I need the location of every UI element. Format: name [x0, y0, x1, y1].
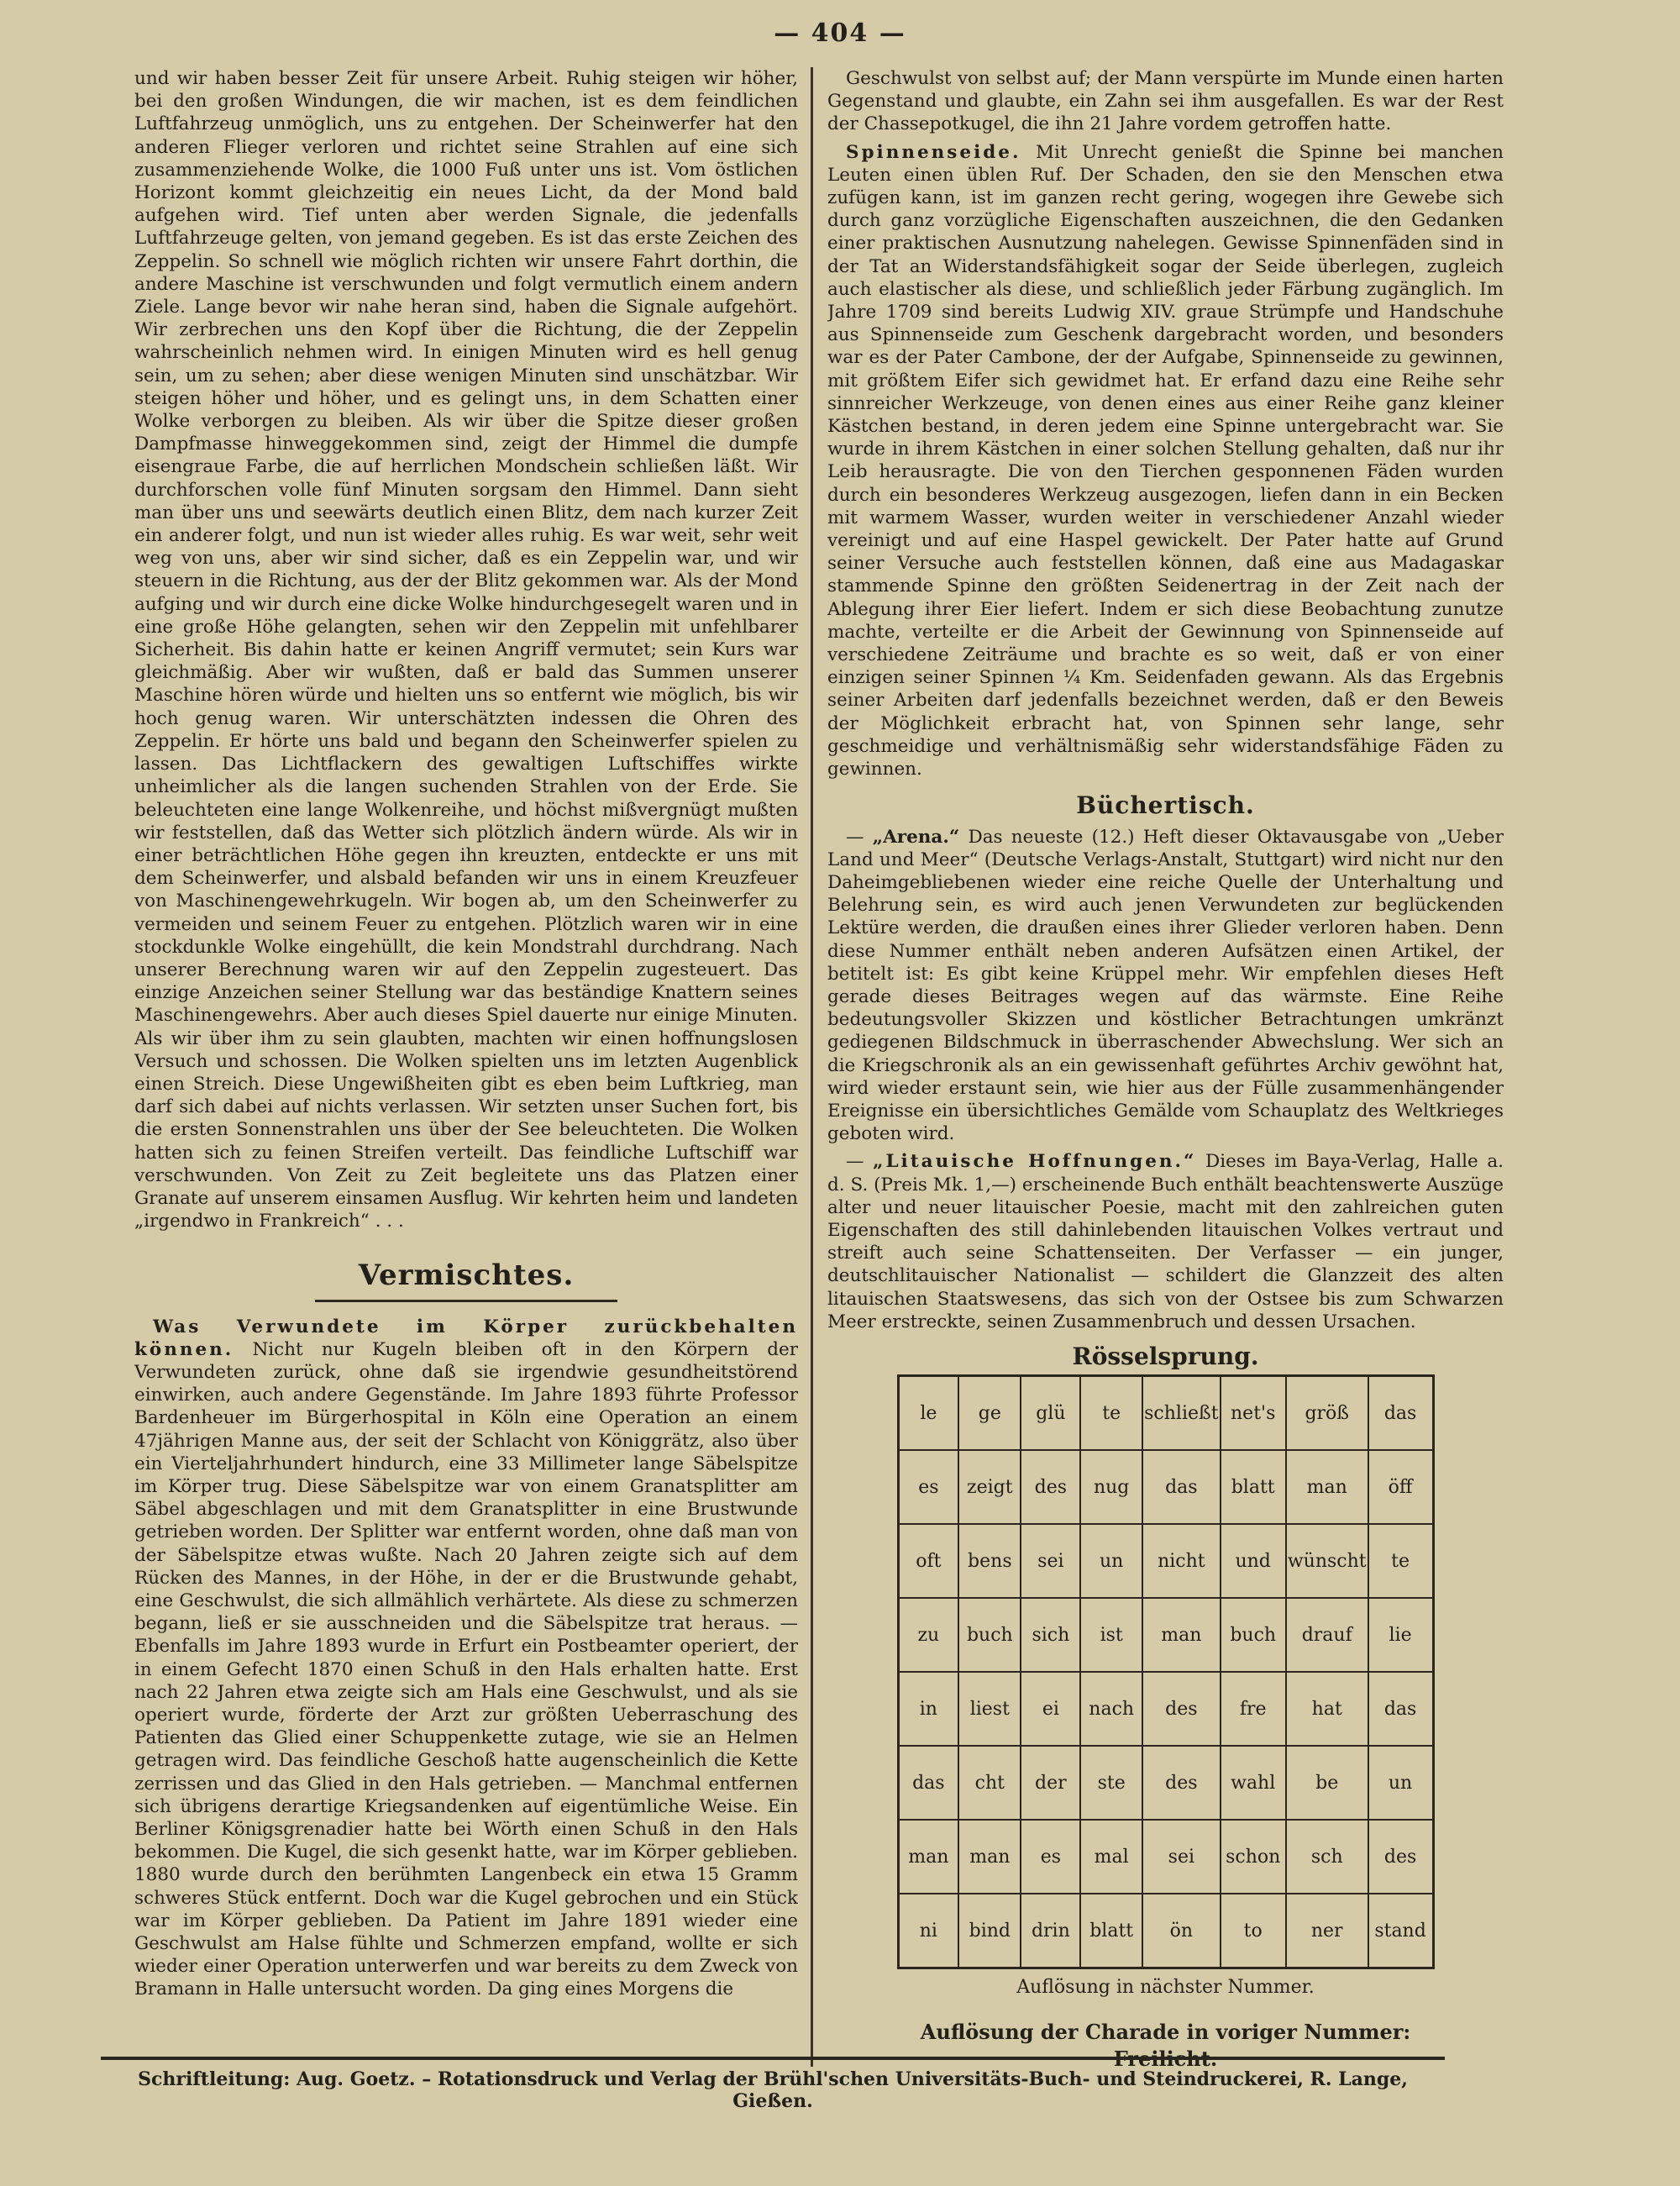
puzzle-cell: das [1142, 1450, 1220, 1524]
puzzle-cell: man [1142, 1598, 1220, 1672]
lithuanian-review: — „Litauische Hoffnungen.“ Dieses im Baya-Verlag, Halle a. d. S. (Preis Mk. 1,—) erscheinende Buch enthält beachtenswerte Auszüge alter und neuer litauischer Poesie, macht mit den zahlreichen guten Eigenschaften des still dahinlebenden litauischen Volkes vertraut und streift auch seine Schattenseiten. Der Verfasser — ein junger, deutschlitauischer Nationalist — schildert die Glanzzeit des alten litauischen Staatswesens, das sich von der Ostsee bis zum Schwarzen Meer erstreckte, seinen Zusammenbruch und dessen Ursachen. [827, 1151, 1504, 1332]
page-number: — 404 — [774, 18, 906, 48]
puzzle-cell: das [1368, 1376, 1433, 1451]
puzzle-cell: hat [1286, 1672, 1368, 1746]
puzzle-cell: öff [1368, 1450, 1433, 1524]
puzzle-row [898, 1672, 1433, 1746]
puzzle-cell: liest [958, 1672, 1021, 1746]
silk-article-title: Spinnenseide. [846, 141, 1021, 163]
puzzle-cell: drin [1021, 1894, 1080, 1968]
puzzle-cell: buch [1221, 1598, 1286, 1672]
puzzle-cell: schließt [1142, 1376, 1220, 1451]
puzzle-cell: des [1021, 1450, 1080, 1524]
puzzle-row [898, 1894, 1433, 1968]
puzzle-cell: sich [1021, 1598, 1080, 1672]
heading-underline [315, 1300, 617, 1302]
puzzle-cell: ist [1080, 1598, 1142, 1672]
puzzle-cell: nug [1080, 1450, 1142, 1524]
puzzle-cell: man [898, 1820, 958, 1894]
puzzle-cell: bens [958, 1524, 1021, 1598]
puzzle-title: Rösselsprung. [1072, 1342, 1259, 1370]
charade-solution-label: Auflösung der Charade in voriger Nummer: [920, 2020, 1411, 2045]
misc-article-text: Nicht nur Kugeln bleiben oft in den Körpern der Verwundeten zurück, ohne daß sie irgendwie gesundheitstörend einwirken, auch andere Gegenstände. Im Jahre 1893 führte Professor Bardenheuer im Bürgerhospital in Köln eine Operation an einem 47jährigen Manne aus, der seit der Schlacht von Königgrätz, also über ein Vierteljahrhundert hindurch, eine 33 Millimeter lange Säbelspitze im Körper trug. Diese Säbelspitze war von einem Granatsplitter am Säbel abgeschlagen und mit dem Granatsplitter in eine Brustwunde getrieben worden. Der Splitter war entfernt worden, ohne daß man von der Säbelspitze etwas wußte. Nach 20 Jahren zeigte sich auf dem Rücken des Mannes, in der Höhe, in der er die Brustwunde gehabt, eine Geschwulst, die sich allmählich verhärtete. Als diese zu schmerzen begann, ließ er sie ausschneiden und die Säbelspitze trat heraus. — Ebenfalls im Jahre 1893 wurde in Erfurt ein Postbeamter operiert, der in einem Gefecht 1870 einen Schuß in den Hals erhalten hatte. Erst nach 22 Jahren etwa zeigte sich am Hals eine Geschwulst, und als sie operiert wurde, förderte der Arzt zur größten Ueberraschung des Patienten das Glied einer Schuppenkette zutage, wie sie an Helmen getragen wird. Das feindliche Geschoß hatte augenscheinlich die Kette zerrissen und das Glied in den Hals getrieben. — Manchmal entfernen sich übrigens derartige Kriegsandenken auf eigentümliche Weise. Ein Berliner Königsgrenadier hatte bei Wörth einen Schuß in den Hals bekommen. Die Kugel, die sich gesenkt hatte, war im Körper geblieben. 1880 wurde durch den berühmten Langenbeck ein etwa 15 Gramm schweres Stück entfernt. Doch war die Kugel gebrochen und ein Stück war im Körper geblieben. Da Patient im Jahre 1891 wieder eine Geschwulst am Halse fühlte und Schmerzen empfand, wollte er sich wieder einer Operation unterwerfen und war bereits zu dem Zweck von Bramann in Halle untersucht worden. Da ging eines Morgens die [134, 1338, 798, 2000]
puzzle-cell: te [1080, 1376, 1142, 1451]
puzzle-cell: lie [1368, 1598, 1433, 1672]
arena-title: „Arena.“ [872, 826, 960, 848]
puzzle-cell: bind [958, 1894, 1021, 1968]
puzzle-cell: größ [1286, 1376, 1368, 1451]
puzzle-cell: glü [1021, 1376, 1080, 1451]
right-column [827, 67, 1504, 2067]
puzzle-cell: der [1021, 1746, 1080, 1820]
footer-rule [101, 2057, 1445, 2060]
puzzle-row [898, 1746, 1433, 1820]
column-divider [811, 67, 813, 2067]
left-column [134, 67, 798, 2067]
puzzle-cell: ge [958, 1376, 1021, 1451]
puzzle-row [898, 1820, 1433, 1894]
puzzle-cell: sei [1021, 1524, 1080, 1598]
puzzle-cell: des [1142, 1672, 1220, 1746]
puzzle-cell: stand [1368, 1894, 1433, 1968]
puzzle-cell: des [1142, 1746, 1220, 1820]
puzzle-cell: to [1221, 1894, 1286, 1968]
arena-text: Das neueste (12.) Heft dieser Oktavausgabe von „Ueber Land und Meer“ (Deutsche Verlags-Anstalt, Stuttgart) wird nicht nur den Daheimgebliebenen wieder eine reiche Quelle der Unterhaltung und Belehrung sein, es wird auch jenen Verwundeten zur beglückenden Lektüre werden, die draußen eines ihrer Glieder verloren haben. Denn diese Nummer enthält neben anderen Aufsätzen einen Artikel, der betitelt ist: Es gibt keine Krüppel mehr. Wir empfehlen dieses Heft gerade dieses Beitrages wegen auf das wärmste. Eine Reihe bedeutungsvoller Skizzen und köstlicher Betrachtungen umkränzt gediegenen Bildschmuck in überraschender Abwechslung. Wer sich an die Kriegschronik als an ein gewissenhaft geführtes Archiv gewöhnt hat, wird wieder erstaunt sein, wie hier aus der Fülle zusammenhängender Ereignisse ein übersichtliches Gemälde vom Schauplatz des Weltkrieges geboten wird. [827, 826, 1504, 1145]
lithuanian-title: „Litauische Hoffnungen.“ [873, 1151, 1197, 1173]
puzzle-cell: ste [1080, 1746, 1142, 1820]
puzzle-cell: man [958, 1820, 1021, 1894]
puzzle-cell: drauf [1286, 1598, 1368, 1672]
puzzle-cell: nicht [1142, 1524, 1220, 1598]
knight-move-puzzle [897, 1374, 1435, 1969]
puzzle-row [898, 1524, 1433, 1598]
puzzle-cell: es [898, 1450, 958, 1524]
puzzle-cell: ni [898, 1894, 958, 1968]
puzzle-cell: te [1368, 1524, 1433, 1598]
puzzle-cell: ei [1021, 1672, 1080, 1746]
puzzle-cell: sch [1286, 1820, 1368, 1894]
puzzle-cell: fre [1221, 1672, 1286, 1746]
puzzle-row [898, 1598, 1433, 1672]
misc-article [134, 1316, 798, 2001]
puzzle-cell: das [1368, 1672, 1433, 1746]
puzzle-cell: in [898, 1672, 958, 1746]
misc-article-title: Was Verwundete im Körper zurückbehalten können. [134, 1316, 798, 1360]
section-heading-buechertisch: Büchertisch. [1076, 791, 1255, 820]
silk-article-text: Mit Unrecht genießt die Spinne bei manchen Leuten einen üblen Ruf. Der Schaden, den sie den Menschen etwa zufügen kann, ist im ganzen recht gering, wogegen ihre Gewebe sich durch ganz vorzügliche Eigenschaften auszeichnen, die den Gedanken einer praktischen Ausnutzung nahelegen. Gewisse Spinnenfäden sind in der Tat an Widerstandsfähigkeit sogar der Seide überlegen, zugleich auch elastischer als diese, und schließlich jeder Färbung zugänglich. Im Jahre 1709 sind bereits Ludwig XIV. graue Strümpfe und Handschuhe aus Spinnenseide zum Geschenk dargebracht worden, und besonders war es der Pater Cambone, der der Aufgabe, Spinnenseide zu gewinnen, mit größtem Eifer sich gewidmet hat. Er erfand dazu eine Reihe sehr sinnreicher Werkzeuge, von denen eines aus einer Reihe ganz kleiner Kästchen bestand, in deren jedem eine Spinne untergebracht war. Sie wurde in ihrem Kästchen in einer solchen Stellung gehalten, daß nur ihr Leib herausragte. Die von den Tierchen gesponnenen Fäden wurden durch ein besonderes Werkzeug ausgezogen, liefen dann in ein Becken mit warmem Wasser, wurden weiter in verschiedener Anzahl wieder vereinigt und auf eine Haspel gewickelt. Der Pater hatte auf Grund seiner Versuche auch feststellen können, daß eine aus Madagaskar stammende Spinne den größten Seidenertrag in der Zeit nach der Ablegung ihrer Eier liefert. Indem er sich diese Beobachtung zunutze machte, verteilte er die Arbeit der Gewinnung von Spinnenseide auf verschiedene Zeiträume und brachte es so weit, daß er von einer einzigen seiner Spinnen ¼ Km. Seidenfaden gewann. Als das Ergebnis seiner Arbeiten darf jedenfalls bezeichnet werden, daß er den Beweis der Möglichkeit erbracht hat, von Spinnen sehr lange, sehr geschmeidige und verhältnismäßig sehr widerstandsfähige Fäden zu gewinnen. [827, 141, 1504, 780]
puzzle-cell: nach [1080, 1672, 1142, 1746]
puzzle-cell: net's [1221, 1376, 1286, 1451]
puzzle-cell: es [1021, 1820, 1080, 1894]
puzzle-caption: Auflösung in nächster Nummer. [1016, 1977, 1315, 1999]
puzzle-cell: wünscht [1286, 1524, 1368, 1598]
lithuanian-text: Dieses im Baya-Verlag, Halle a. d. S. (Preis Mk. 1,—) erscheinende Buch enthält beachtenswerte Auszüge alter und neuer litauischer Poesie, macht mit den zahlreichen guten Eigenschaften des still dahinlebenden litauischen Volkes vertraut und streift auch seine Schattenseiten. Der Verfasser — ein junger, deutschlitauischer Nationalist — schildert die Glanzzeit des alten litauischen Staatswesens, das sich von der Ostsee bis zum Schwarzen Meer erstreckte, seinen Zusammenbruch und dessen Ursachen. [827, 1151, 1504, 1332]
puzzle-cell: blatt [1221, 1450, 1286, 1524]
puzzle-row [898, 1376, 1433, 1451]
puzzle-cell: man [1286, 1450, 1368, 1524]
puzzle-cell: blatt [1080, 1894, 1142, 1968]
puzzle-cell: un [1080, 1524, 1142, 1598]
puzzle-cell: oft [898, 1524, 958, 1598]
arena-review: — „Arena.“ Das neueste (12.) Heft dieser Oktavausgabe von „Ueber Land und Meer“ (Deutsche Verlags-Anstalt, Stuttgart) wird nicht nur den Daheimgebliebenen wieder eine reiche Quelle der Unterhaltung und Belehrung sein, es wird auch jenen Verwundeten zur beglückenden Lektüre werden, die draußen eines ihrer Glieder verloren haben. Denn diese Nummer enthält neben anderen Aufsätzen einen Artikel, der betitelt ist: Es gibt keine Krüppel mehr. Wir empfehlen dieses Heft gerade dieses Beitrages wegen auf das wärmste. Eine Reihe bedeutungsvoller Skizzen und köstlicher Betrachtungen umkränzt gediegenen Bildschmuck in überraschender Abwechslung. Wer sich an die Kriegschronik als an ein gewissenhaft geführtes Archiv gewöhnt hat, wird wieder erstaunt sein, wie hier aus der Fülle zusammenhängender Ereignisse ein übersichtliches Gemälde vom Schauplatz des Weltkrieges geboten wird. [827, 826, 1504, 1145]
imprint-footer: Schriftleitung: Aug. Goetz. – Rotationsdruck und Verlag der Brühl'schen Universitäts-Buch- und Steindruckerei, R. Lange, Gießen. [138, 2068, 1408, 2112]
section-heading-vermischtes: Vermischtes. [358, 1259, 575, 1293]
puzzle-cell: ner [1286, 1894, 1368, 1968]
article-text: und wir haben besser Zeit für unsere Arbeit. Ruhig steigen wir höher, bei den großen Windungen, die wir machen, ist es dem feindlichen Luftfahrzeug unmöglich, uns zu entgehen. Der Scheinwerfer hat den anderen Flieger verloren und richtet seine Strahlen auf eine sich zusammenziehende Wolke, die 1000 Fuß unter uns ist. Vom östlichen Horizont kommt gleichzeitig ein neues Licht, da der Mond bald aufgehen wird. Tief unten aber werden Signale, die jedenfalls Luftfahrzeuge gelten, von jemand gegeben. Es ist das erste Zeichen des Zeppelin. So schnell wie möglich richten wir unsere Fahrt dorthin, die andere Maschine ist verschwunden und folgt vermutlich einem andern Ziele. Lange bevor wir nahe heran sind, haben die Signale aufgehört. Wir zerbrechen uns den Kopf über die Richtung, die der Zeppelin wahrscheinlich nehmen wird. In einigen Minuten wird es hell genug sein, um zu sehen; aber diese wenigen Minuten sind unschätzbar. Wir steigen höher und höher, und es gelingt uns, in dem Schatten einer Wolke verborgen zu bleiben. Als wir über die Spitze dieser großen Dampfmasse hinweggekommen sind, zeigt der Himmel die dumpfe eisengraue Farbe, die auf herrlichen Mondschein schließen läßt. Wir durchforschen volle fünf Minuten sorgsam den Himmel. Dann sieht man über uns und seewärts deutlich einen Blitz, dem nach kurzer Zeit ein anderer folgt, und nun ist wieder alles ruhig. Es war weit, sehr weit weg von uns, aber wir sind sicher, daß es ein Zeppelin war, und wir steuern in die Richtung, aus der der Blitz gekommen war. Als der Mond aufging und wir durch eine dicke Wolke hindurchgesegelt waren und in eine große Höhe gelangten, sehen wir den Zeppelin mit unfehlbarer Sicherheit. Bis dahin hatte er keinen Angriff vermutet; sein Kurs war gleichmäßig. Aber wir wußten, daß er bald das Summen unserer Maschine hören würde und hielten uns so entfernt wie möglich, bis wir hoch genug waren. Wir unterschätzten indessen die Ohren des Zeppelin. Er hörte uns bald und begann den Scheinwerfer spielen zu lassen. Das Lichtflackern des gewaltigen Luftschiffes wirkte unheimlicher als die langen suchenden Strahlen von der Erde. Sie beleuchteten eine lange Wolkenreihe, und höchst mißvergnügt mußten wir feststellen, daß das Wetter sich plötzlich ändern würde. Als wir in einer beträchtlichen Höhe gegen ihn kreuzten, entdeckte er uns mit dem Scheinwerfer, und alsbald befanden wir uns in einem Kreuzfeuer von Maschinengewehrkugeln. Wir bogen ab, um den Scheinwerfer zu vermeiden und seinem Feuer zu entgehen. Plötzlich waren wir in eine stockdunkle Wolke eingehüllt, die kein Mondstrahl durchdrang. Nach unserer Berechnung waren wir auf den Zeppelin zugesteuert. Das einzige Anzeichen seiner Stellung war das beständige Knattern seines Maschinengewehrs. Aber auch dieses Spiel dauerte nur einige Minuten. Als wir über ihm zu sein glaubten, machten wir einen hoffnungslosen Versuch und schossen. Die Wolken spielten uns im letzten Augenblick einen Streich. Diese Ungewißheiten gibt es eben beim Luftkrieg, man darf sich dabei auf nichts verlassen. Wir setzten unser Suchen fort, bis die ersten Sonnenstrahlen uns über der See beleuchteten. Die Wolken hatten sich zu feinen Streifen verteilt. Das feindliche Luftschiff war verschwunden. Von Zeit zu Zeit begleitete uns das Platzen einer Granate auf unserem einsamen Ausflug. Wir kehrten heim und landeten „irgendwo in Frankreich“ . . . [134, 68, 798, 1232]
puzzle-cell: wahl [1221, 1746, 1286, 1820]
puzzle-cell: des [1368, 1820, 1433, 1894]
continuation-text: Geschwulst von selbst auf; der Mann verspürte im Munde einen harten Gegenstand und glaubte, ein Zahn sei ihm ausgefallen. Es war der Rest der Chassepotkugel, die ihn 21 Jahre vordem getroffen hatte. [827, 68, 1504, 135]
puzzle-cell: und [1221, 1524, 1286, 1598]
puzzle-cell: cht [958, 1746, 1021, 1820]
puzzle-cell: sei [1142, 1820, 1220, 1894]
puzzle-cell: be [1286, 1746, 1368, 1820]
puzzle-cell: schon [1221, 1820, 1286, 1894]
silk-article [827, 141, 1504, 781]
puzzle-cell: das [898, 1746, 958, 1820]
puzzle-cell: zu [898, 1598, 958, 1672]
puzzle-cell: mal [1080, 1820, 1142, 1894]
puzzle-row [898, 1450, 1433, 1524]
puzzle-cell: le [898, 1376, 958, 1451]
puzzle-cell: buch [958, 1598, 1021, 1672]
puzzle-cell: ön [1142, 1894, 1220, 1968]
puzzle-cell: un [1368, 1746, 1433, 1820]
puzzle-cell: zeigt [958, 1450, 1021, 1524]
